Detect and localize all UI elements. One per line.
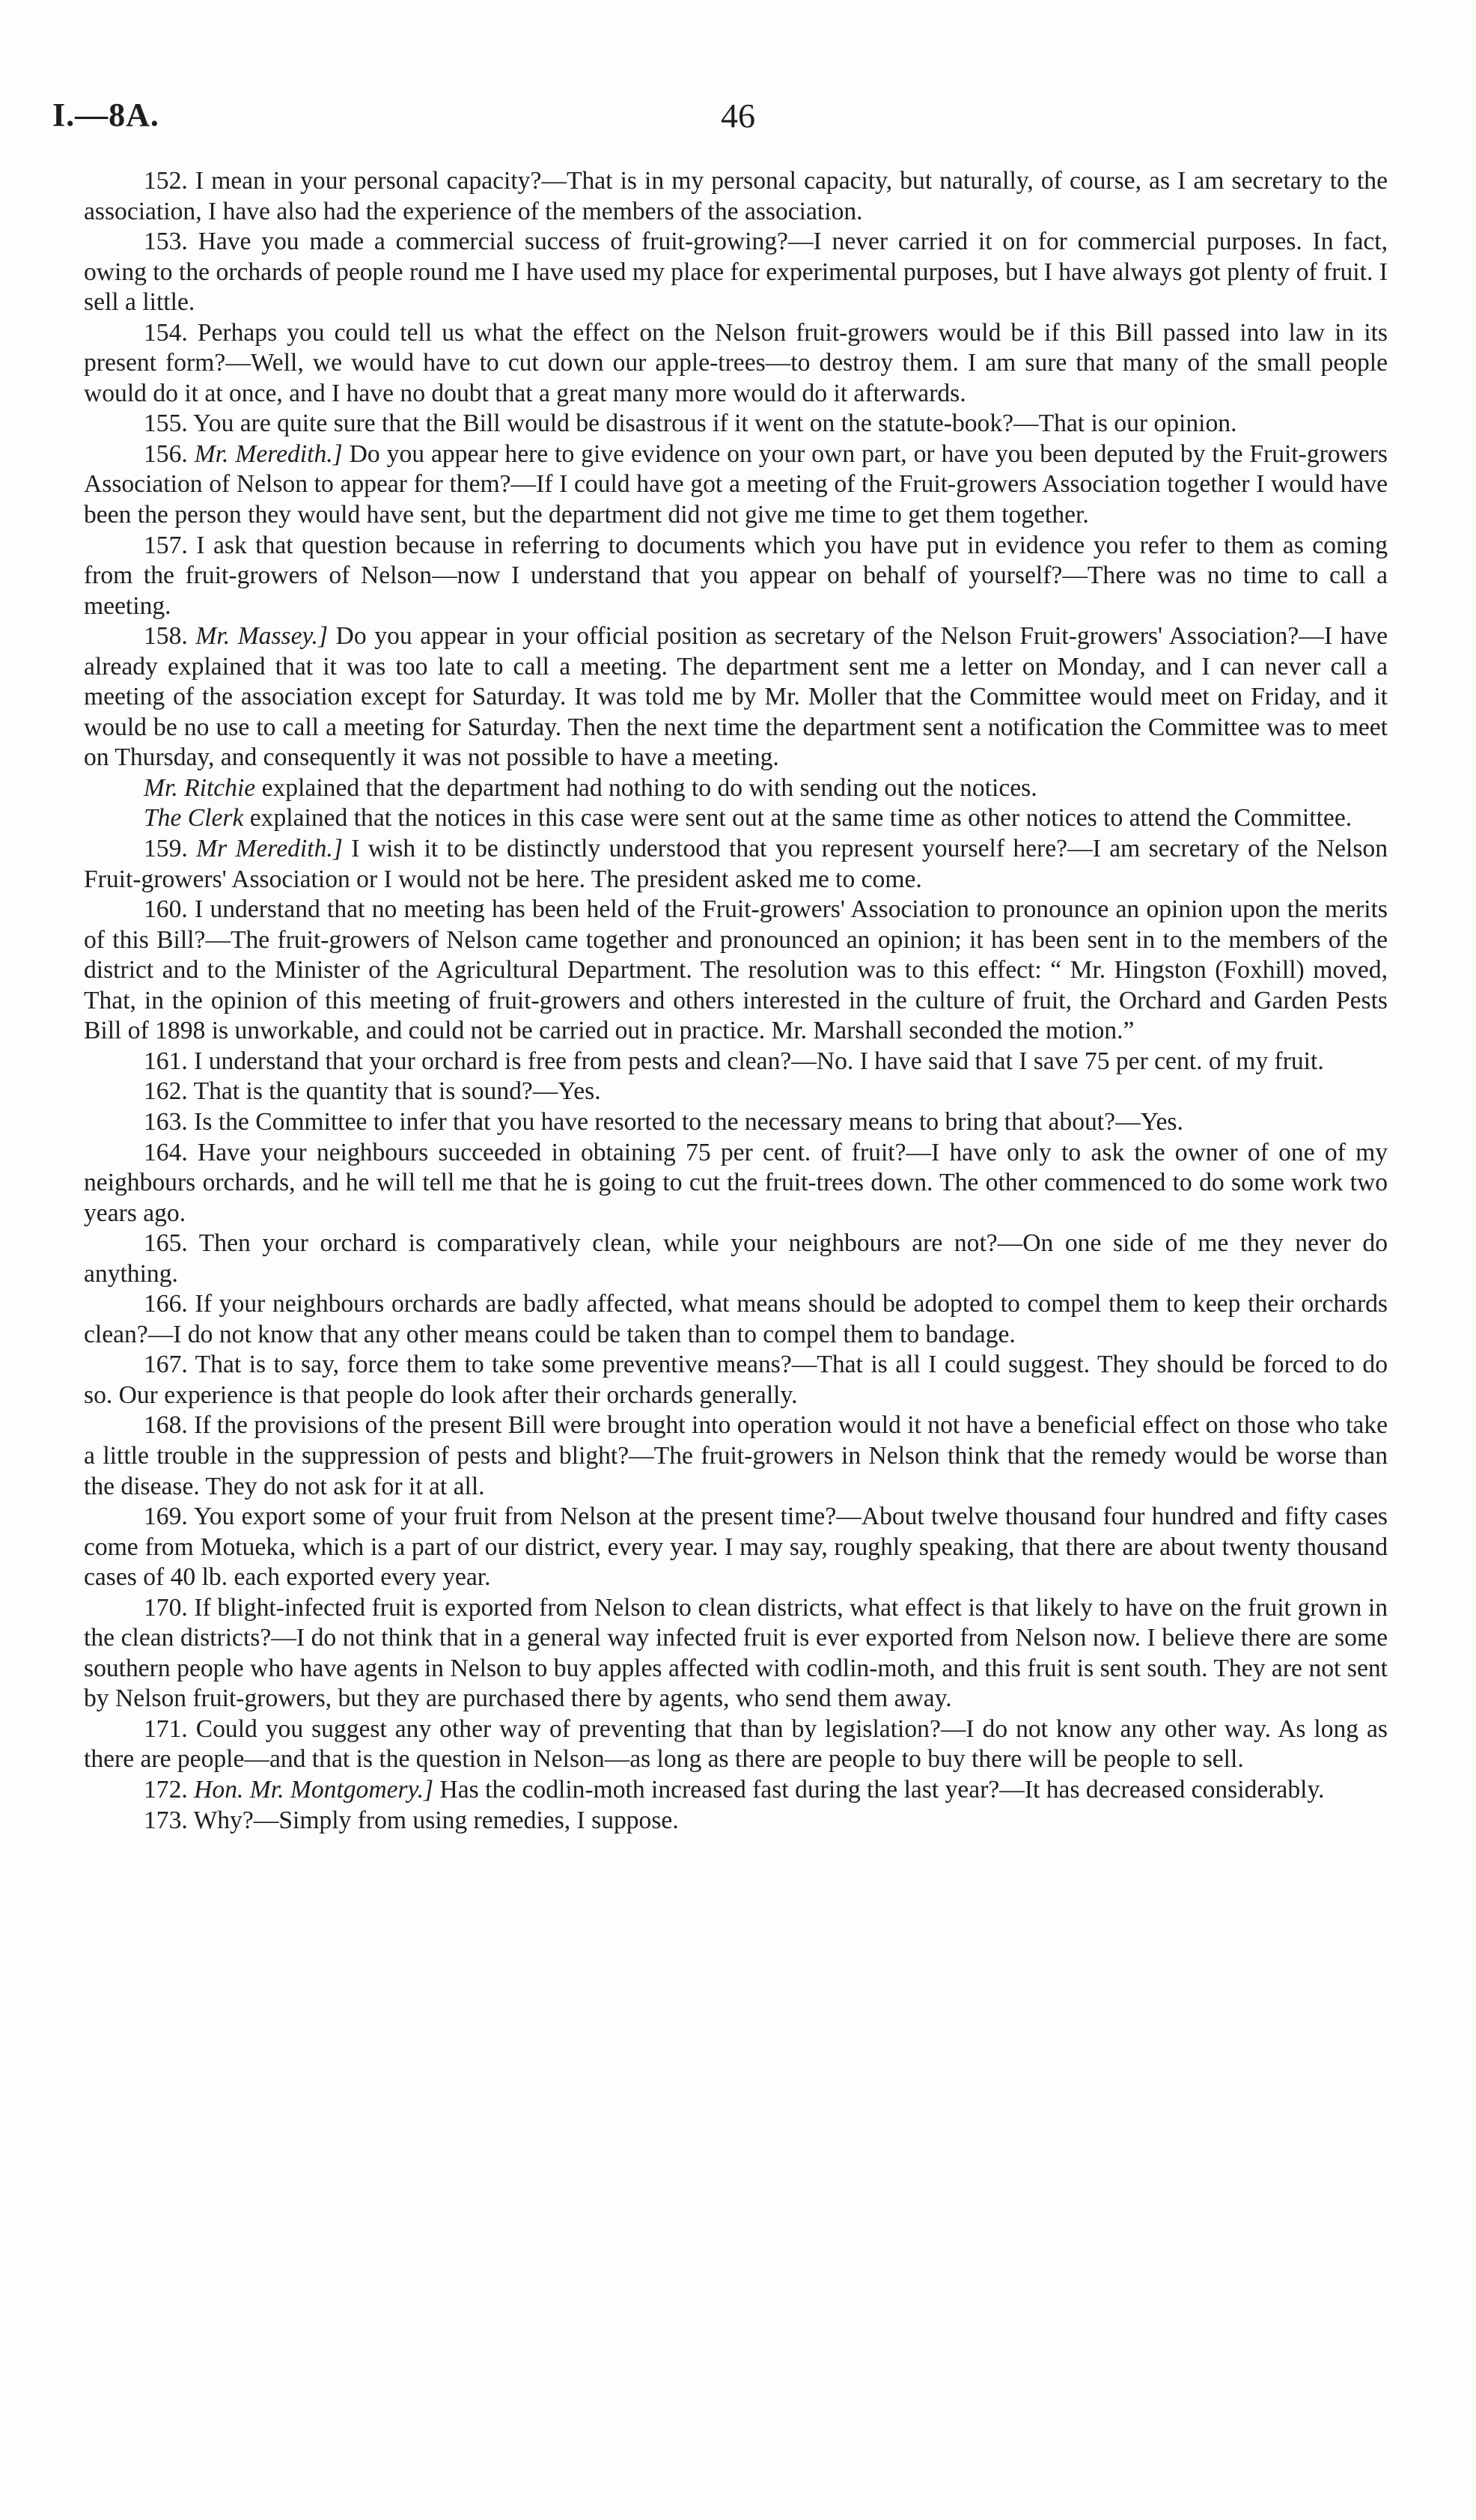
question-number: 167. [144,1351,188,1379]
testimony-paragraph [84,318,1388,410]
question-number: 172. [144,1775,188,1804]
testimony-paragraph [84,1077,1388,1107]
testimony-paragraph [84,1593,1388,1714]
question-number: 171. [144,1714,188,1743]
question-number: 158. [144,622,188,651]
question-number: 173. [144,1806,188,1834]
paragraph-text: Why?—Simply from using remedies, I suppose. [193,1806,679,1834]
paragraph-text: You export some of your fruit from Nelson at the present time?—About twelve thousand four hundred and fifty cases come from Motueka, which is a part of our district, every year. I may say, roughly speaking, that there are about twenty thousand cases of 40 lb. each exported every year. [84,1503,1388,1592]
paragraph-text: That is the quantity that is sound?—Yes. [193,1077,601,1106]
question-number: 163. [144,1107,188,1136]
testimony-paragraph [84,834,1388,895]
paragraph-text: explained that the notices in this case were sent out at the same time as other notices to attend the Committee. [249,804,1353,833]
speaker-name: Mr. Ritchie [144,773,256,802]
testimony-paragraph [84,166,1388,227]
question-number: 165. [144,1229,188,1258]
question-number: 157. [144,531,188,559]
question-number: 161. [144,1047,188,1075]
question-number: 164. [144,1138,188,1166]
paragraph-text: I understand that your orchard is free from pests and clean?—No. I have said that I save 75 per cent. of my fruit. [194,1047,1324,1075]
body-text [84,166,1388,1836]
testimony-paragraph [84,1138,1388,1229]
paragraph-text: Has the codlin-moth increased fast during the last year?—It has decreased considerably. [439,1775,1325,1804]
testimony-paragraph [84,1502,1388,1593]
question-number: 152. [144,167,188,195]
question-number: 154. [144,318,188,347]
paragraph-text: Have you made a commercial success of fruit-growing?—I never carried it on for commercial purposes. In fact, owing to the orchards of people round me I have used my place for experimental purposes, but I have always got plenty of fruit. I sell a little. [84,228,1388,317]
question-number: 156. [144,439,188,468]
testimony-paragraph [84,409,1388,439]
testimony-paragraph [84,895,1388,1047]
page-number: 46 [721,97,755,135]
paragraph-text: Do you appear here to give evidence on your own part, or have you been deputed by the Fruit-growers Association of Nelson to appear for them?—If I could have got a meeting of the Fruit-growers Association together I would have been the person they would have sent, but the department did not give me time to get them together. [84,439,1388,529]
testimony-paragraph [84,531,1388,622]
paragraph-text: I ask that question because in referring to documents which you have put in evidence you refer to them as coming from the fruit-growers of Nelson—now I understand that you appear on behalf of yourself?—There was no time to call a meeting. [84,531,1388,620]
testimony-paragraph [84,803,1388,834]
testimony-paragraph [84,1410,1388,1502]
question-number: 166. [144,1290,188,1318]
testimony-paragraph [84,1229,1388,1289]
paragraph-text: explained that the department had nothing to do with sending out the notices. [261,773,1037,802]
testimony-paragraph [84,621,1388,773]
speaker-name: Mr. Massey.] [195,622,329,651]
paragraph-text: Is the Committee to infer that you have resorted to the necessary means to bring that about?—Yes. [194,1107,1183,1136]
paragraph-text: Perhaps you could tell us what the effect on the Nelson fruit-growers would be if this Bill passed into law in its present form?—Well, we would have to cut down our apple-trees—to destroy them. I am sure that many of the small people would do it at once, and I have no doubt that a great many more would do it afterwards. [84,318,1388,407]
paragraph-text: I mean in your personal capacity?—That is in my personal capacity, but naturally, of course, as I am secretary to the association, I have also had the experience of the members of the association. [84,167,1388,225]
testimony-paragraph [84,1107,1388,1138]
speaker-name: Hon. Mr. Montgomery.] [194,1775,434,1804]
speaker-name: Mr. Meredith.] [194,439,343,468]
paragraph-text: I wish it to be distinctly understood that you represent yourself here?—I am secretary of the Nelson Fruit-growers' Association or I would not be here. The president asked me to come. [84,835,1388,893]
question-number: 153. [144,228,188,256]
page-header [0,96,1476,141]
question-number: 169. [144,1503,188,1531]
paragraph-text: I understand that no meeting has been held of the Fruit-growers' Association to pronounce an opinion upon the merits of this Bill?—The fruit-growers of Nelson came together and pronounced an opinion; it has been sent in to the members of the district and to the Minister of the Agricultural Department. The resolution was to this effect: “ Mr. Hingston (Foxhill) moved, That, in the opinion of this meeting of fruit-growers and others interested in the culture of fruit, the Orchard and Garden Pests Bill of 1898 is unworkable, and could not be carried out in practice. Mr. Marshall seconded the motion.” [84,895,1388,1045]
document-reference: I.—8A. [52,97,159,133]
testimony-paragraph [84,439,1388,531]
testimony-paragraph [84,1714,1388,1775]
speaker-name: Mr Meredith.] [196,835,343,863]
paragraph-text: If your neighbours orchards are badly affected, what means should be adopted to compel them to keep their orchards clean?—I do not know that any other means could be taken than to compel them to bandage. [84,1290,1388,1348]
paragraph-text: Then your orchard is comparatively clean, while your neighbours are not?—On one side of me they never do anything. [84,1229,1388,1288]
question-number: 168. [144,1411,188,1440]
paragraph-text: If blight-infected fruit is exported from Nelson to clean districts, what effect is that likely to have on the fruit grown in the clean districts?—I do not think that in a general way infected fruit is ever exported from Nelson now. I believe there are some southern people who have agents in Nelson to buy apples affected with codlin-moth, and this fruit is sent south. They are not sent by Nelson fruit-growers, but they are purchased there by agents, who send them away. [84,1593,1388,1713]
question-number: 160. [144,895,188,924]
testimony-paragraph [84,1775,1388,1806]
question-number: 159. [144,835,188,863]
testimony-paragraph [84,1806,1388,1836]
paragraph-text: Have your neighbours succeeded in obtaining 75 per cent. of fruit?—I have only to ask the owner of one of my neighbours orchards, and he will tell me that he is going to cut the fruit-trees down. The other commenced to do some work two years ago. [84,1138,1388,1227]
question-number: 170. [144,1593,188,1622]
testimony-paragraph [84,773,1388,804]
paragraph-text: Do you appear in your official position as secretary of the Nelson Fruit-growers' Association?—I have already explained that it was too late to call a meeting. The department sent me a letter on Monday, and I can never call a meeting of the association except for Saturday. It was told me by Mr. Moller that the Committee would meet on Friday, and it would be no use to call a meeting for Saturday. Then the next time the department sent a notification the Committee was to meet on Thursday, and consequently it was not possible to have a meeting. [84,622,1388,772]
paragraph-text: If the provisions of the present Bill were brought into operation would it not have a beneficial effect on those who take a little trouble in the suppression of pests and blight?—The fruit-growers in Nelson think that the remedy would be worse than the disease. They do not ask for it at all. [84,1411,1388,1500]
paragraph-text: Could you suggest any other way of preventing that than by legislation?—I do not know any other way. As long as there are people—and that is the question in Nelson—as long as there are people to buy there will be people to sell. [84,1714,1388,1774]
speaker-name: The Clerk [144,804,244,833]
testimony-paragraph [84,227,1388,318]
question-number: 155. [144,410,188,438]
testimony-paragraph [84,1289,1388,1350]
paragraph-text: You are quite sure that the Bill would be disastrous if it went on the statute-book?—That is our opinion. [192,410,1237,438]
testimony-paragraph [84,1047,1388,1077]
testimony-paragraph [84,1350,1388,1410]
paragraph-text: That is to say, force them to take some preventive means?—That is all I could suggest. They should be forced to do so. Our experience is that people do look after their orchards generally. [84,1351,1388,1409]
question-number: 162. [144,1077,188,1106]
